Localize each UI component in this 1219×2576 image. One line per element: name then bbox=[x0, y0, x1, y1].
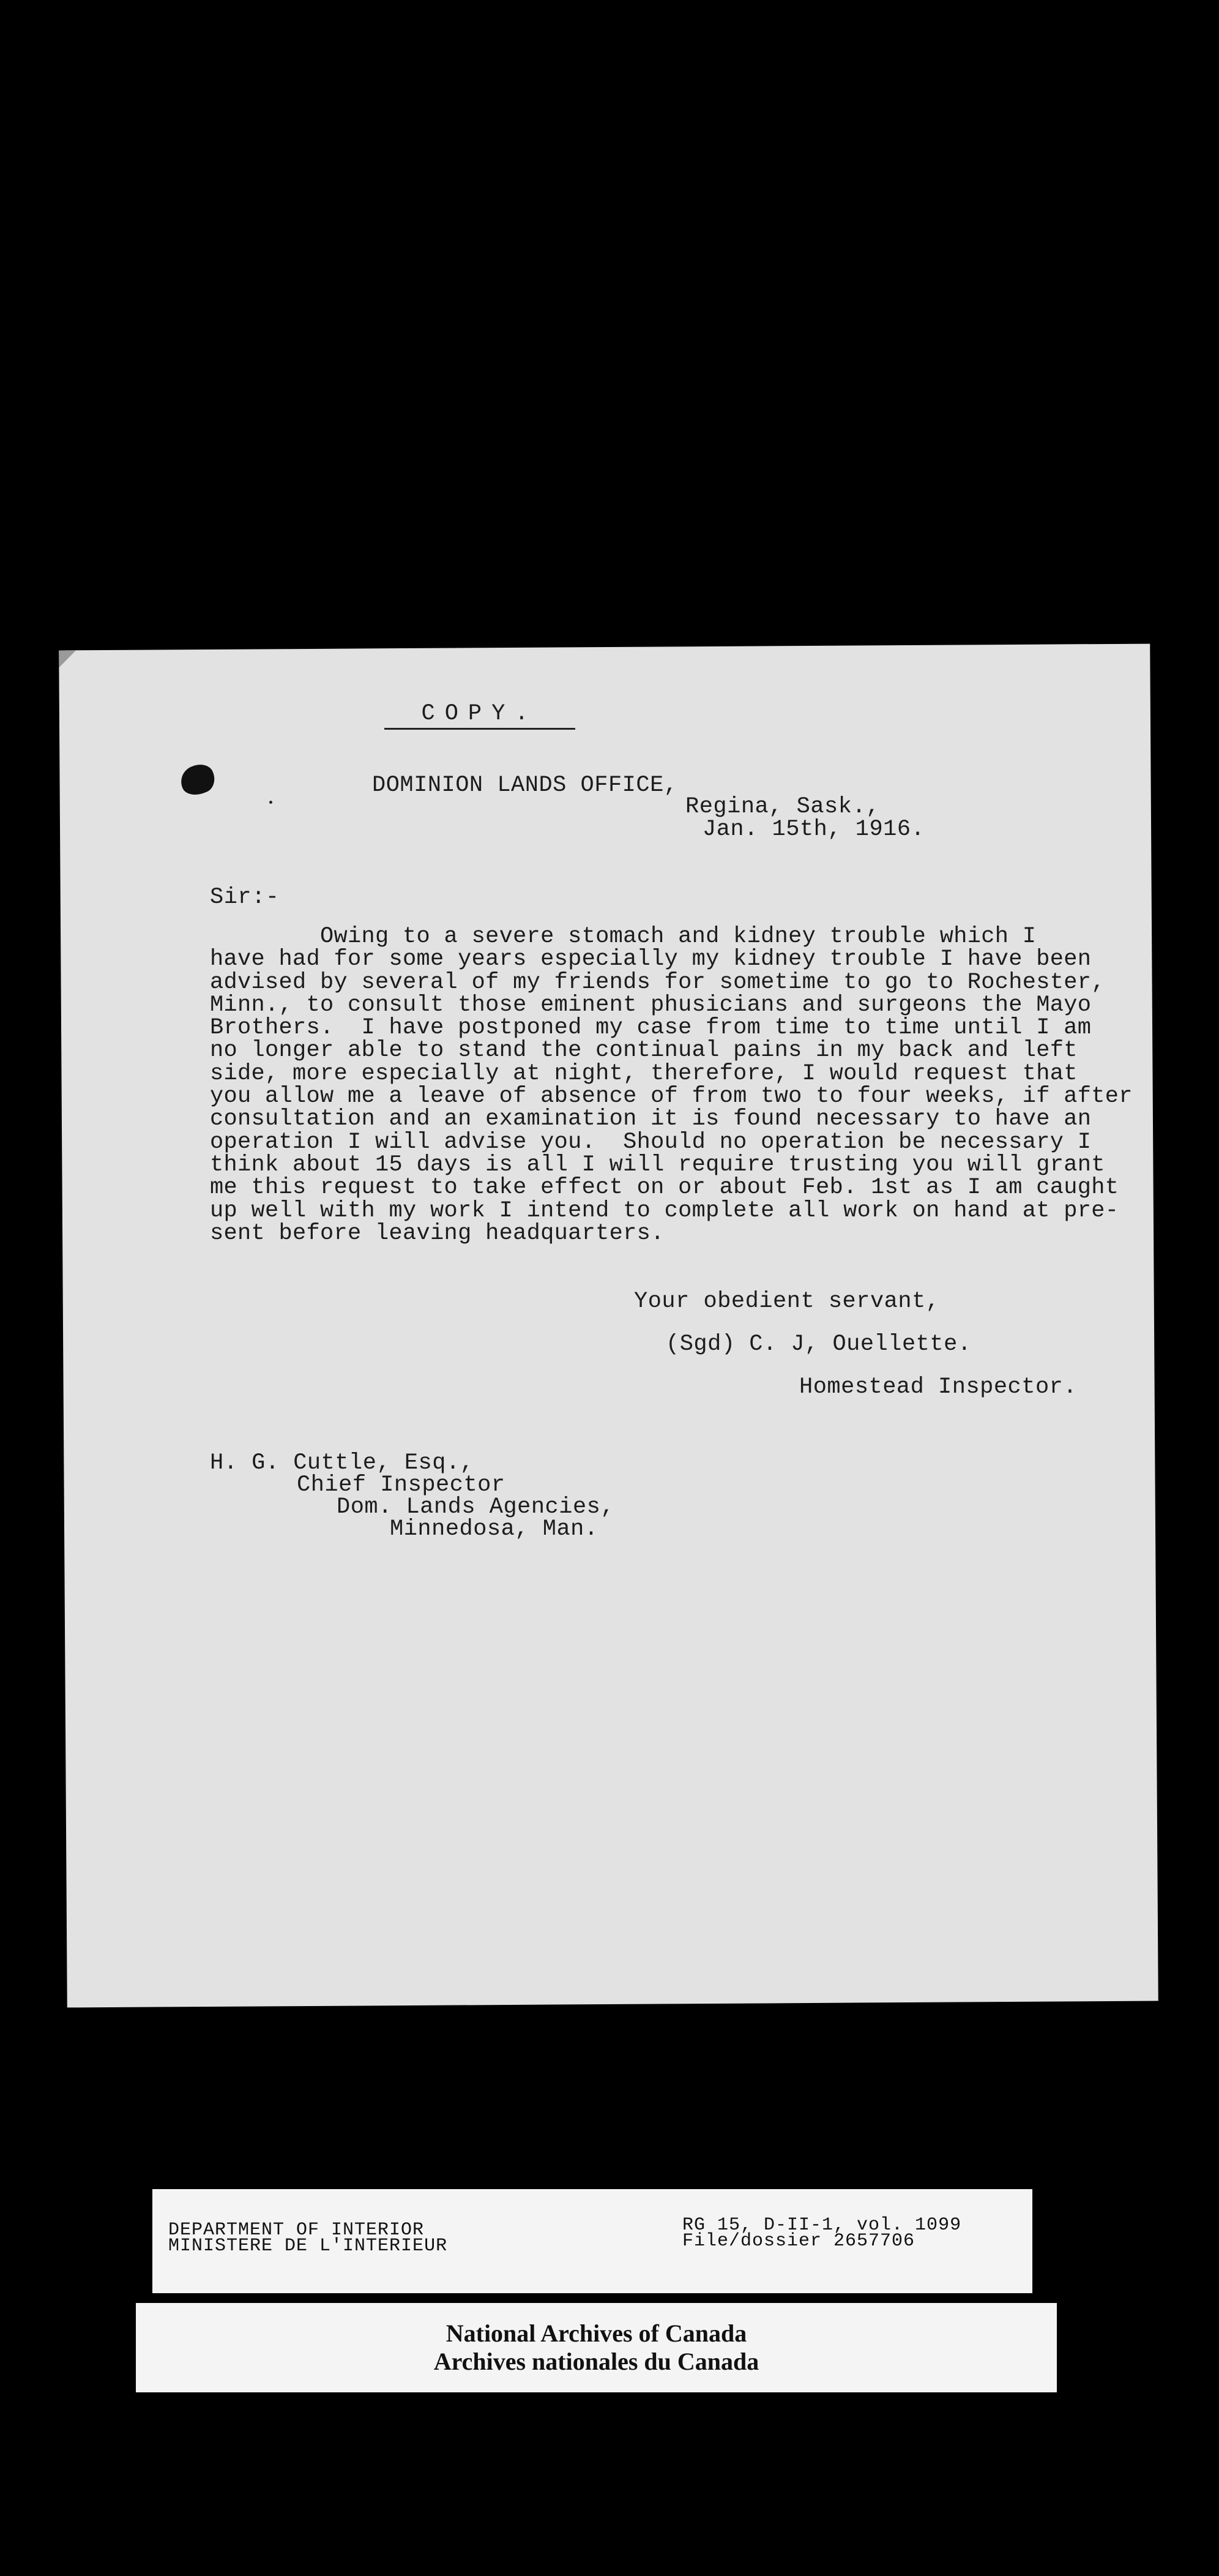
body-line: up well with my work I intend to complete all work on hand at pre- bbox=[210, 1197, 1119, 1224]
letter-page bbox=[59, 644, 1158, 2008]
body-line: Owing to a severe stomach and kidney trouble which I bbox=[210, 924, 1037, 949]
letter-date: Jan. 15th, 1916. bbox=[703, 817, 925, 842]
archive-name-label bbox=[136, 2303, 1057, 2392]
body-line: you allow me a leave of absence of from two to four weeks, if after bbox=[210, 1084, 1133, 1110]
file-number: File/dossier 2657706 bbox=[682, 2231, 915, 2252]
archive-name-fr: Archives nationales du Canada bbox=[433, 2348, 759, 2375]
copy-heading: COPY. bbox=[384, 703, 575, 730]
body-line: advised by several of my friends for sometime to go to Rochester, bbox=[210, 969, 1105, 995]
body-line: think about 15 days is all I will require trusting you will grant bbox=[210, 1151, 1105, 1178]
record-group-reference: RG 15, D-II-1, vol. 1099 bbox=[682, 2215, 962, 2236]
letter-place: Regina, Sask., bbox=[685, 794, 880, 820]
body-line: side, more especially at night, therefore, I would request that bbox=[210, 1060, 1078, 1087]
office-name: DOMINION LANDS OFFICE, bbox=[372, 773, 678, 798]
signer-title: Homestead Inspector. bbox=[799, 1374, 1078, 1400]
page-corner-fold bbox=[59, 650, 76, 667]
addressee-line: Minnedosa, Man. bbox=[390, 1516, 598, 1542]
addressee-line: Chief Inspector bbox=[297, 1472, 505, 1498]
body-line: consultation and an examination it is found necessary to have an bbox=[210, 1106, 1092, 1133]
salutation: Sir:- bbox=[210, 885, 280, 910]
department-fr: MINISTERE DE L'INTERIEUR bbox=[168, 2236, 448, 2256]
body-line: operation I will advise you. Should no operation be necessary I bbox=[210, 1129, 1092, 1155]
closing: Your obedient servant, bbox=[634, 1289, 940, 1314]
body-line: sent before leaving headquarters. bbox=[210, 1220, 665, 1246]
addressee-line: Dom. Lands Agencies, bbox=[337, 1494, 615, 1520]
body-line: Brothers. I have postponed my case from time to time until I am bbox=[210, 1015, 1092, 1041]
letter-body bbox=[210, 924, 1133, 1246]
body-line: Minn., to consult those eminent phusicians and surgeons the Mayo bbox=[210, 992, 1092, 1018]
archive-reference-label bbox=[152, 2189, 1032, 2293]
body-line: have had for some years especially my kidney trouble I have been bbox=[210, 946, 1092, 973]
signature: (Sgd) C. J, Ouellette. bbox=[666, 1331, 972, 1357]
department-en: DEPARTMENT OF INTERIOR bbox=[168, 2220, 425, 2241]
archive-name-en: National Archives of Canada bbox=[445, 2320, 747, 2347]
body-line: no longer able to stand the continual pains in my back and left bbox=[210, 1038, 1078, 1064]
addressee-line: H. G. Cuttle, Esq., bbox=[210, 1450, 474, 1476]
body-line: me this request to take effect on or about Feb. 1st as I am caught bbox=[210, 1175, 1119, 1201]
ink-dot bbox=[269, 801, 272, 804]
